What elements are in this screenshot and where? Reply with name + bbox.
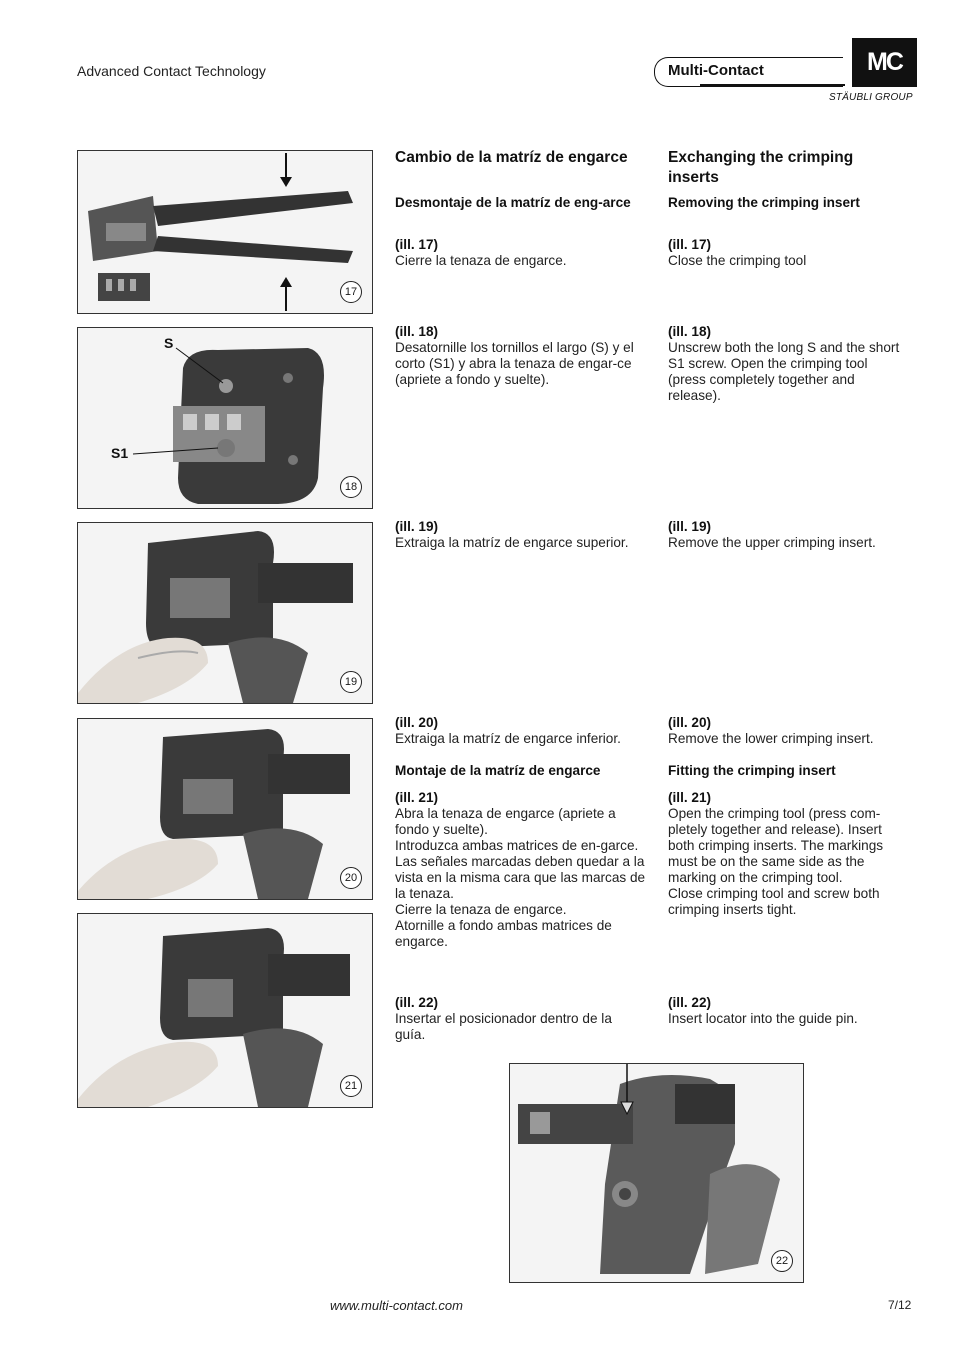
figure-number: 17 <box>340 281 362 303</box>
es-title-text: Cambio de la matríz de engarce <box>395 149 628 166</box>
es-sub-removing <box>395 195 635 211</box>
es-ill18-label: (ill. 18) <box>395 324 439 339</box>
es-ill20 <box>395 715 650 747</box>
en-ill17-text: Close the crimping tool <box>668 253 807 268</box>
en-ill17-label: (ill. 17) <box>668 237 712 252</box>
es-ill18-text: Desatornille los tornillos el largo (S) y el corto (S1) y abra la tenaza de engar-ce (apriete a fondo y suelte). <box>395 340 634 387</box>
es-ill20-label: (ill. 20) <box>395 715 439 730</box>
es-ill21-line: Atornille a fondo ambas matrices de engarce. <box>395 918 612 949</box>
en-ill22-text: Insert locator into the guide pin. <box>668 1011 858 1026</box>
company-tagline: Advanced Contact Technology <box>77 63 266 79</box>
callout-s: S <box>164 335 174 351</box>
callout-s1: S1 <box>111 445 129 461</box>
en-ill19-label: (ill. 19) <box>668 519 712 534</box>
es-ill21-line: Introduzca ambas matrices de en-garce. Las señales marcadas deben quedar a la vista en la misma cara que las marcas de la tenaza. <box>395 838 646 901</box>
es-ill21-line: Cierre la tenaza de engarce. <box>395 902 567 917</box>
crimping-tool-closed-illustration <box>78 151 372 313</box>
page-number: 7/12 <box>888 1298 912 1312</box>
en-ill18 <box>668 324 903 404</box>
es-ill17-label: (ill. 17) <box>395 237 439 252</box>
es-ill21-line: Abra la tenaza de engarce (apriete a fondo y suelte). <box>395 806 616 837</box>
en-sub-removing <box>668 195 908 211</box>
en-title <box>668 148 908 188</box>
fit-insert-illustration <box>78 914 372 1107</box>
en-ill21-line: Close crimping tool and screw both crimping inserts tight. <box>668 886 880 917</box>
es-ill19-text: Extraiga la matríz de engarce superior. <box>395 535 629 550</box>
figure-20 <box>77 718 373 900</box>
es-ill22 <box>395 995 635 1043</box>
remove-lower-insert-illustration <box>78 719 372 899</box>
es-ill22-label: (ill. 22) <box>395 995 439 1010</box>
brand-name: Multi-Contact <box>668 62 764 79</box>
en-ill19 <box>668 519 908 551</box>
es-ill19 <box>395 519 650 551</box>
en-sub-fitting-text: Fitting the crimping insert <box>668 763 836 778</box>
es-title <box>395 148 650 168</box>
en-ill19-text: Remove the upper crimping insert. <box>668 535 876 550</box>
en-ill18-label: (ill. 18) <box>668 324 712 339</box>
group-name: STÄUBLI GROUP <box>829 92 913 103</box>
es-ill20-text: Extraiga la matríz de engarce inferior. <box>395 731 621 746</box>
es-ill17-text: Cierre la tenaza de engarce. <box>395 253 567 268</box>
figure-22 <box>509 1063 804 1283</box>
figure-21 <box>77 913 373 1108</box>
en-ill22 <box>668 995 908 1027</box>
es-ill19-label: (ill. 19) <box>395 519 439 534</box>
es-sub-fitting-text: Montaje de la matríz de engarce <box>395 763 601 778</box>
figure-number: 22 <box>771 1250 793 1272</box>
en-ill20-label: (ill. 20) <box>668 715 712 730</box>
es-sub-fitting <box>395 763 650 779</box>
remove-upper-insert-illustration <box>78 523 372 703</box>
brand-underline <box>700 84 845 86</box>
mc-logo: MC <box>852 38 917 87</box>
figure-number: 19 <box>340 671 362 693</box>
en-title-text: Exchanging the crimping inserts <box>668 149 854 186</box>
insert-locator-illustration <box>510 1064 803 1282</box>
es-ill18 <box>395 324 650 388</box>
figure-19 <box>77 522 373 704</box>
en-sub-removing-text: Removing the crimping insert <box>668 195 860 210</box>
es-ill17 <box>395 237 650 269</box>
es-sub-removing-text: Desmontaje de la matríz de eng-arce <box>395 195 631 210</box>
figure-18 <box>77 327 373 509</box>
en-ill20-text: Remove the lower crimping insert. <box>668 731 874 746</box>
en-ill21 <box>668 790 904 918</box>
en-ill20 <box>668 715 908 747</box>
crimping-head-closeup-illustration <box>78 328 372 508</box>
figure-17 <box>77 150 373 314</box>
figure-number: 18 <box>340 476 362 498</box>
es-ill21 <box>395 790 650 950</box>
es-ill21-label: (ill. 21) <box>395 790 439 805</box>
en-sub-fitting <box>668 763 908 779</box>
en-ill21-label: (ill. 21) <box>668 790 712 805</box>
en-ill18-text: Unscrew both the long S and the short S1 screw. Open the crimping tool (press completely together and release). <box>668 340 900 403</box>
footer-url[interactable]: www.multi-contact.com <box>330 1298 463 1313</box>
es-ill22-text: Insertar el posicionador dentro de la guía. <box>395 1011 612 1042</box>
en-ill17 <box>668 237 908 269</box>
figure-number: 20 <box>340 867 362 889</box>
en-ill22-label: (ill. 22) <box>668 995 712 1010</box>
en-ill21-line: Open the crimping tool (press com-pletely together and release). Insert both crimping inserts. The markings must be on the same side as the marking on the crimping tool. <box>668 806 884 885</box>
figure-number: 21 <box>340 1075 362 1097</box>
